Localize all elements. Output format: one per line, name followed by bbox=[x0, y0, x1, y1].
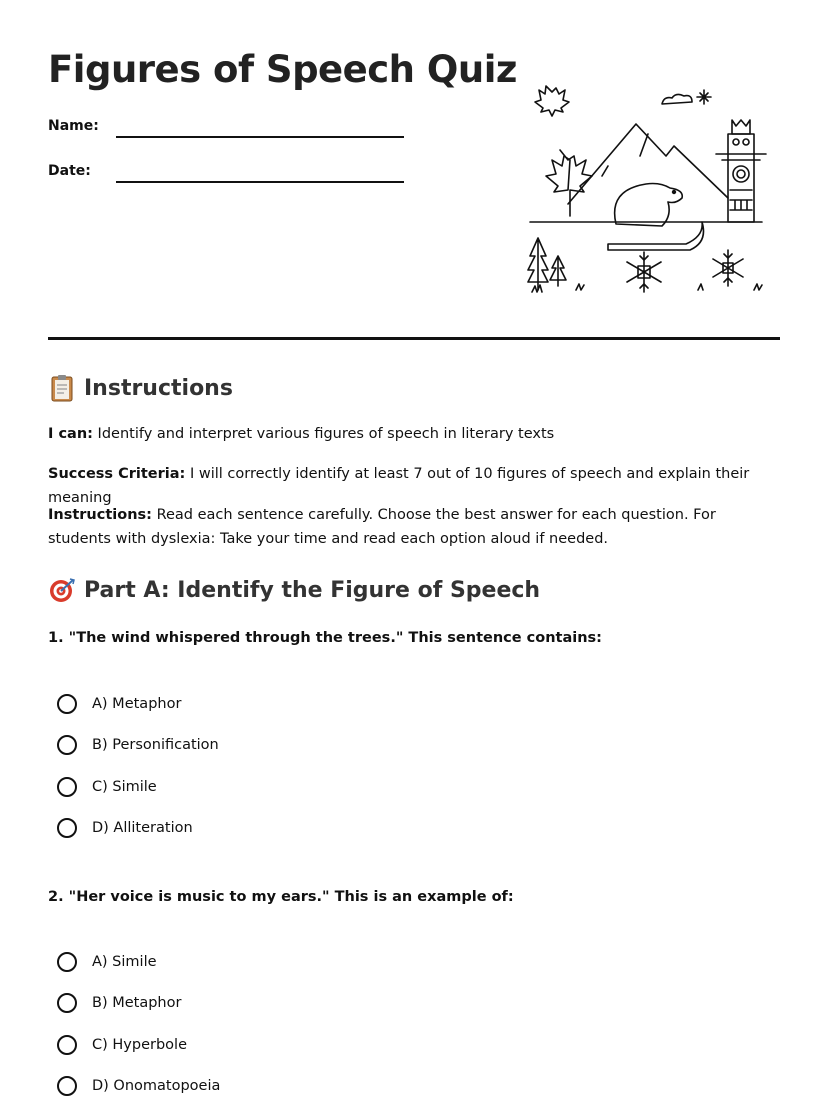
clipboard-icon bbox=[48, 374, 76, 402]
q2-option-d[interactable] bbox=[57, 1073, 220, 1099]
q2-option-a[interactable] bbox=[57, 949, 157, 975]
date-field bbox=[48, 163, 91, 179]
i-can-text: Identify and interpret various figures of speech in literary texts bbox=[92, 426, 555, 442]
i-can-statement bbox=[48, 422, 778, 446]
sky-leaf-icon bbox=[535, 86, 569, 116]
option-label: C) Simile bbox=[92, 779, 157, 795]
cloud-icon bbox=[662, 94, 692, 104]
part-a-heading-text: Part A: Identify the Figure of Speech bbox=[84, 577, 541, 603]
radio-button[interactable] bbox=[57, 735, 77, 755]
option-label: B) Personification bbox=[92, 737, 219, 753]
option-label: C) Hyperbole bbox=[92, 1037, 187, 1053]
option-label: D) Alliteration bbox=[92, 820, 193, 836]
q2-option-b[interactable] bbox=[57, 990, 181, 1016]
radio-button[interactable] bbox=[57, 1076, 77, 1096]
radio-button[interactable] bbox=[57, 993, 77, 1013]
pine-tree-icon bbox=[528, 238, 548, 290]
instructions-body: Read each sentence carefully. Choose the best answer for each question. For students with dyslexia: Take your time and read each option aloud if needed. bbox=[48, 507, 716, 547]
name-line[interactable] bbox=[116, 136, 404, 138]
success-criteria-label: Success Criteria: bbox=[48, 466, 186, 482]
success-criteria-text: I will correctly identify at least 7 out of 10 figures of speech and explain their meaning bbox=[48, 466, 750, 506]
option-label: B) Metaphor bbox=[92, 995, 182, 1011]
radio-button[interactable] bbox=[57, 694, 77, 714]
snowflake-icon bbox=[627, 252, 661, 292]
q1-option-a[interactable] bbox=[57, 691, 181, 717]
page-title: Figures of Speech Quiz bbox=[48, 48, 517, 91]
sun-icon bbox=[697, 90, 711, 104]
header-divider bbox=[48, 337, 780, 340]
radio-button[interactable] bbox=[57, 952, 77, 972]
instructions-label: Instructions: bbox=[48, 507, 152, 523]
instructions-heading bbox=[48, 374, 233, 402]
canada-illustration bbox=[516, 78, 776, 303]
beaver-icon bbox=[615, 184, 683, 227]
option-label: A) Metaphor bbox=[92, 696, 182, 712]
instructions-heading-text: Instructions bbox=[84, 375, 233, 401]
instructions-text bbox=[48, 503, 778, 551]
part-a-heading bbox=[48, 576, 540, 604]
question-2: 2. "Her voice is music to my ears." This is an example of: bbox=[48, 889, 514, 905]
target-icon bbox=[48, 576, 76, 604]
option-label: D) Onomatopoeia bbox=[92, 1078, 221, 1094]
option-label: A) Simile bbox=[92, 954, 157, 970]
i-can-label: I can: bbox=[48, 426, 93, 442]
snowflake-icon bbox=[713, 250, 743, 286]
radio-button[interactable] bbox=[57, 1035, 77, 1055]
name-field bbox=[48, 118, 99, 134]
q1-option-c[interactable] bbox=[57, 774, 157, 800]
q1-option-b[interactable] bbox=[57, 732, 219, 758]
date-label: Date: bbox=[48, 163, 91, 179]
name-label: Name: bbox=[48, 118, 99, 134]
radio-button[interactable] bbox=[57, 777, 77, 797]
date-line[interactable] bbox=[116, 181, 404, 183]
totem-pole-icon bbox=[716, 120, 766, 222]
q1-option-d[interactable] bbox=[57, 815, 193, 841]
radio-button[interactable] bbox=[57, 818, 77, 838]
question-1: 1. "The wind whispered through the trees." This sentence contains: bbox=[48, 630, 602, 646]
q2-option-c[interactable] bbox=[57, 1032, 187, 1058]
